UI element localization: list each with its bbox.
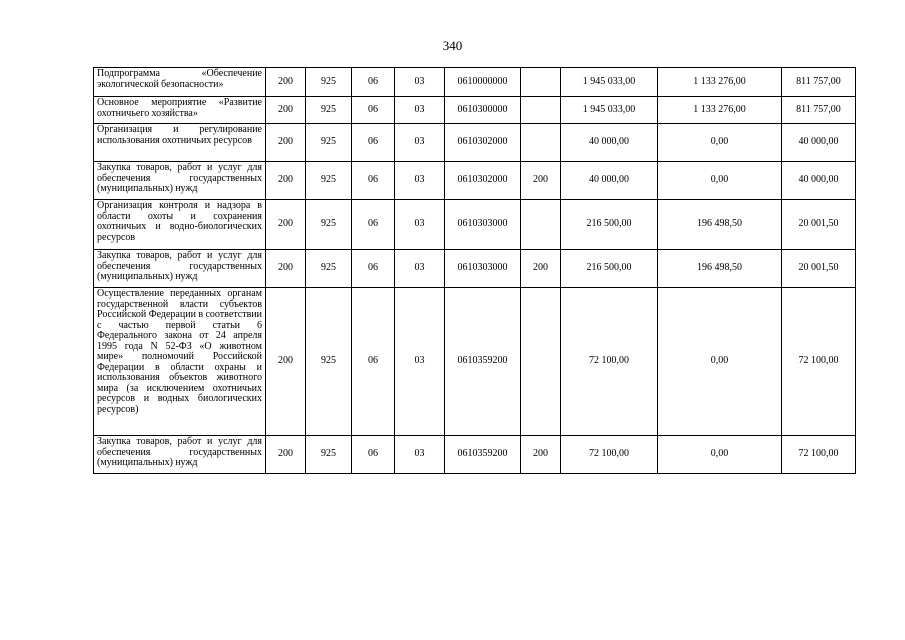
cell-v1: 40 000,00 xyxy=(561,124,658,162)
cell-v2: 0,00 xyxy=(658,162,782,200)
cell-c2: 925 xyxy=(306,162,352,200)
row-name: Подпрограмма «Обеспечение экологической безопасности» xyxy=(94,68,266,97)
cell-v1: 1 945 033,00 xyxy=(561,97,658,124)
cell-v1: 40 000,00 xyxy=(561,162,658,200)
cell-type xyxy=(521,97,561,124)
cell-c4: 03 xyxy=(395,200,445,250)
cell-c4: 03 xyxy=(395,124,445,162)
cell-c2: 925 xyxy=(306,250,352,288)
cell-v3: 40 000,00 xyxy=(782,124,856,162)
cell-v3: 811 757,00 xyxy=(782,68,856,97)
row-name: Организация контроля и надзора в области охоты и сохранения охотничьих и водно-биологических ресурсов xyxy=(94,200,266,250)
cell-code: 0610359200 xyxy=(445,288,521,436)
cell-c3: 06 xyxy=(352,97,395,124)
cell-v2: 196 498,50 xyxy=(658,200,782,250)
cell-c4: 03 xyxy=(395,68,445,97)
row-name: Закупка товаров, работ и услуг для обеспечения государственных (муниципальных) нужд xyxy=(94,250,266,288)
cell-c2: 925 xyxy=(306,436,352,474)
cell-v2: 0,00 xyxy=(658,436,782,474)
cell-v2: 0,00 xyxy=(658,124,782,162)
cell-v3: 20 001,50 xyxy=(782,200,856,250)
row-name: Организация и регулирование использования охотничьих ресурсов xyxy=(94,124,266,162)
table-row xyxy=(94,436,856,474)
cell-c3: 06 xyxy=(352,124,395,162)
cell-code: 0610302000 xyxy=(445,124,521,162)
cell-c2: 925 xyxy=(306,124,352,162)
cell-c4: 03 xyxy=(395,436,445,474)
cell-v1: 72 100,00 xyxy=(561,288,658,436)
cell-c1: 200 xyxy=(266,436,306,474)
cell-c1: 200 xyxy=(266,68,306,97)
cell-c1: 200 xyxy=(266,97,306,124)
cell-code: 0610000000 xyxy=(445,68,521,97)
cell-code: 0610303000 xyxy=(445,250,521,288)
row-name: Закупка товаров, работ и услуг для обеспечения государственных (муниципальных) нужд xyxy=(94,436,266,474)
cell-code: 0610300000 xyxy=(445,97,521,124)
cell-c3: 06 xyxy=(352,250,395,288)
cell-v3: 72 100,00 xyxy=(782,288,856,436)
cell-c3: 06 xyxy=(352,68,395,97)
budget-table xyxy=(93,67,856,474)
cell-v1: 216 500,00 xyxy=(561,200,658,250)
cell-code: 0610303000 xyxy=(445,200,521,250)
cell-v2: 196 498,50 xyxy=(658,250,782,288)
cell-type xyxy=(521,288,561,436)
page-number: 340 xyxy=(442,38,463,53)
cell-v2: 1 133 276,00 xyxy=(658,68,782,97)
row-name: Закупка товаров, работ и услуг для обеспечения государственных (муниципальных) нужд xyxy=(94,162,266,200)
table-row xyxy=(94,97,856,124)
cell-v2: 1 133 276,00 xyxy=(658,97,782,124)
cell-c1: 200 xyxy=(266,250,306,288)
row-name: Осуществление переданных органам государственной власти субъектов Российской Федерации в соответствии с частью первой статьи 6 Федерального закона от 24 апреля 1995 года N 52-ФЗ «О животном мире» полномочий Российской Федерации в области охраны и использования объектов животного мира (за исключением охотничьих ресурсов и водных биологических ресурсов) xyxy=(94,288,266,436)
cell-v3: 72 100,00 xyxy=(782,436,856,474)
table-row xyxy=(94,288,856,436)
cell-c3: 06 xyxy=(352,436,395,474)
cell-type: 200 xyxy=(521,162,561,200)
cell-c2: 925 xyxy=(306,97,352,124)
cell-c1: 200 xyxy=(266,288,306,436)
cell-c4: 03 xyxy=(395,288,445,436)
cell-v3: 20 001,50 xyxy=(782,250,856,288)
cell-c2: 925 xyxy=(306,68,352,97)
cell-type xyxy=(521,200,561,250)
cell-type xyxy=(521,124,561,162)
cell-c2: 925 xyxy=(306,200,352,250)
table-row xyxy=(94,124,856,162)
cell-v3: 40 000,00 xyxy=(782,162,856,200)
table-body xyxy=(94,68,856,474)
cell-c3: 06 xyxy=(352,288,395,436)
cell-c2: 925 xyxy=(306,288,352,436)
table-row xyxy=(94,68,856,97)
cell-v2: 0,00 xyxy=(658,288,782,436)
cell-type: 200 xyxy=(521,436,561,474)
cell-c3: 06 xyxy=(352,162,395,200)
cell-type xyxy=(521,68,561,97)
cell-code: 0610302000 xyxy=(445,162,521,200)
cell-v3: 811 757,00 xyxy=(782,97,856,124)
cell-c3: 06 xyxy=(352,200,395,250)
cell-type: 200 xyxy=(521,250,561,288)
cell-c4: 03 xyxy=(395,97,445,124)
cell-c1: 200 xyxy=(266,200,306,250)
cell-v1: 1 945 033,00 xyxy=(561,68,658,97)
row-name: Основное мероприятие «Развитие охотничьего хозяйства» xyxy=(94,97,266,124)
cell-code: 0610359200 xyxy=(445,436,521,474)
table-row xyxy=(94,200,856,250)
table-row xyxy=(94,162,856,200)
cell-c1: 200 xyxy=(266,162,306,200)
cell-c4: 03 xyxy=(395,162,445,200)
cell-c1: 200 xyxy=(266,124,306,162)
cell-v1: 216 500,00 xyxy=(561,250,658,288)
cell-v1: 72 100,00 xyxy=(561,436,658,474)
table-row xyxy=(94,250,856,288)
cell-c4: 03 xyxy=(395,250,445,288)
